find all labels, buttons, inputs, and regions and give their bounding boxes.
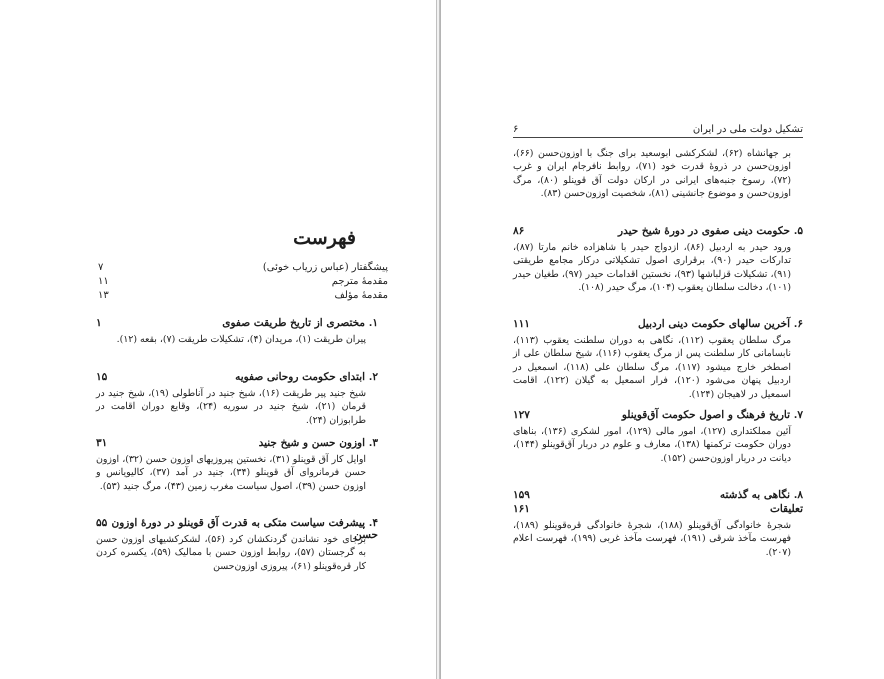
chapter-heading	[513, 318, 803, 334]
chapter-title: ۳. اوزون حسن و شیخ جنید	[258, 437, 378, 449]
front-matter-item	[98, 262, 388, 276]
chapter-page: ۸۶	[513, 225, 525, 237]
front-matter-page: ۱۳	[98, 290, 109, 301]
chapter-title: ۱. مختصری از تاریخ طریقت صفوی	[222, 317, 378, 329]
front-matter-item	[98, 290, 388, 304]
chapter-sections: اوایل کار آق قوینلو (۳۱)، نخستین پیروزیهای اوزون حسن (۳۲)، اوزون حسن فرمانروای آق قوینلو (۳۴)، جنید در آمد (۳۷)، کالیویانس و اوزون حسن (۳۹)، اصول سیاست مغرب زمین (۴۳)، مرگ جنید (۵۳).	[96, 454, 367, 492]
chapter-heading	[96, 371, 378, 387]
front-matter-label: مقدمهٔ مترجم	[331, 276, 388, 287]
chapter-title: ۴. پیشرفت سیاست متکی به قدرت آق قوینلو در دورهٔ اوزون حسن	[111, 517, 378, 541]
chapter-title: ۷. تاریخ فرهنگ و اصول حکومت آق‌قوینلو	[621, 409, 803, 421]
front-matter-page: ۷	[98, 262, 104, 273]
chapter-sections: آئین مملکتداری (۱۲۷)، امور مالی (۱۲۹)، امور لشکری (۱۳۶)، بناهای دوران حکومت ترکمنها (۱۳۸)، معارف و علوم در دربار آق‌قوینلو (۱۴۴)، دیانت در دربار اوزون‌حسن (۱۵۲).	[513, 426, 792, 464]
chapter-page: ۵۵	[96, 517, 108, 529]
running-header	[513, 124, 803, 138]
chapter-title: تعلیقات	[769, 503, 803, 515]
toc-chapter	[96, 317, 378, 346]
toc-chapter	[96, 371, 378, 427]
chapter-title: ۶. آخرین سالهای حکومت دینی اردبیل	[637, 318, 803, 330]
header-page-number: ۶	[513, 124, 519, 135]
right-page	[441, 0, 884, 679]
chapter-heading	[513, 503, 803, 519]
left-page	[0, 0, 436, 679]
front-matter-item	[98, 276, 388, 290]
chapter-sections: شجرهٔ خانوادگی آق‌قوینلو (۱۸۸)، شجرهٔ خانوادگی قره‌قوینلو (۱۸۹)، فهرست مآخذ شرقی (۱۹۱)، فهرست مآخذ غربی (۱۹۹)، فهرست اعلام (۲۰۷).	[513, 520, 792, 558]
front-matter-label: مقدمهٔ مؤلف	[334, 290, 388, 301]
chapter-heading	[513, 225, 803, 241]
chapter-page: ۱۶۱	[513, 503, 530, 515]
chapter-page: ۱۵۹	[513, 489, 530, 501]
chapter-page: ۱۱۱	[513, 318, 530, 330]
toc-chapter	[513, 503, 803, 559]
chapter-page: ۳۱	[96, 437, 108, 449]
chapter-heading	[513, 409, 803, 425]
chapter-sections: پیران طریقت (۱)، مریدان (۴)، تشکیلات طریقت (۷)، بقعه (۱۲).	[116, 334, 366, 345]
chapter-sections: مرگ سلطان یعقوب (۱۱۲)، نگاهی به دوران سلطنت یعقوب (۱۱۳)، نابسامانی کار سلطنت پس از مرگ یعقوب (۱۱۶)، شیخ سلطان علی از اصطخر خارج میشود (۱۱۷)، مرگ سلطان علی (۱۱۸)، اسمعیل در اردبیل پنهان می‌شود (۱۲۰)، فرار اسمعیل به گیلان (۱۲۲)، اقامت اسمعیل در لاهیجان (۱۲۴).	[513, 335, 792, 400]
toc-chapter	[513, 318, 803, 401]
chapter-heading	[96, 517, 378, 541]
chapter-title: ۸. نگاهی به گذشته	[719, 489, 803, 501]
chapter-page: ۱	[96, 317, 102, 329]
chapter-sections: برجای خود نشاندن گردنکشان کرد (۵۶)، لشکرکشیهای اوزون حسن به گرجستان (۵۷)، روابط اوزون حسن با ممالیک (۵۹)، یکسره کردن کار قره‌قوینلو (۶۱)، پیروزی اوزون‌حسن	[96, 534, 366, 572]
front-matter-page: ۱۱	[98, 276, 109, 287]
chapter-title: ۵. حکومت دینی صفوی در دورهٔ شیخ حیدر	[618, 225, 803, 237]
front-matter-list	[98, 262, 388, 304]
continued-sections: بر جهانشاه (۶۲)، لشکرکشی ابوسعید برای جنگ با اوزون‌حسن (۶۶)، اوزون‌حسن در ذروهٔ قدرت خود (۷۱)، روابط نافرجام ایران و غرب (۷۲)، رسوخ جنبه‌های ایرانی در ارکان دولت آق قوینلو (۸۰)، مرگ اوزون‌حسن و موضوع جانشینی (۸۱)، شخصیت اوزون‌حسن (۸۳).	[513, 148, 792, 200]
chapter-sections: شیخ جنید پیر طریقت (۱۶)، شیخ جنید در آناطولی (۱۹)، شیخ جنید در قرمان (۲۱)، شیخ جنید در سوریه (۲۴)، وقایع دوران اقامت در طرابوزان (۲۴).	[96, 388, 366, 426]
toc-chapter	[513, 409, 803, 465]
toc-title: فهرست	[293, 227, 356, 249]
chapter-heading	[96, 317, 378, 333]
toc-chapter	[513, 225, 803, 295]
toc-chapter	[96, 517, 378, 573]
chapter-page: ۱۲۷	[513, 409, 530, 421]
header-title: تشکیل دولت ملی در ایران	[692, 124, 803, 135]
chapter-title: ۲. ابتدای حکومت روحانی صفویه	[235, 371, 378, 383]
chapter-page: ۱۵	[96, 371, 108, 383]
chapter-heading	[96, 437, 378, 453]
toc-chapter	[96, 437, 378, 493]
front-matter-label: پیشگفتار (عباس زریاب خوئی)	[262, 262, 388, 273]
chapter-sections: ورود حیدر به اردبیل (۸۶)، ازدواج حیدر با شاهزاده خانم مارتا (۸۷)، تدارکات حیدر (۹۰)، برقراری اصول تشکیلاتی درکار مجامع طریقتی (۹۱)، تشکیلات قزلباشها (۹۳)، نخستین اقدامات حیدر (۹۷)، طغیان حیدر (۱۰۱)، دخالت سلطان یعقوب (۱۰۴)، مرگ حیدر (۱۰۸).	[513, 242, 791, 294]
